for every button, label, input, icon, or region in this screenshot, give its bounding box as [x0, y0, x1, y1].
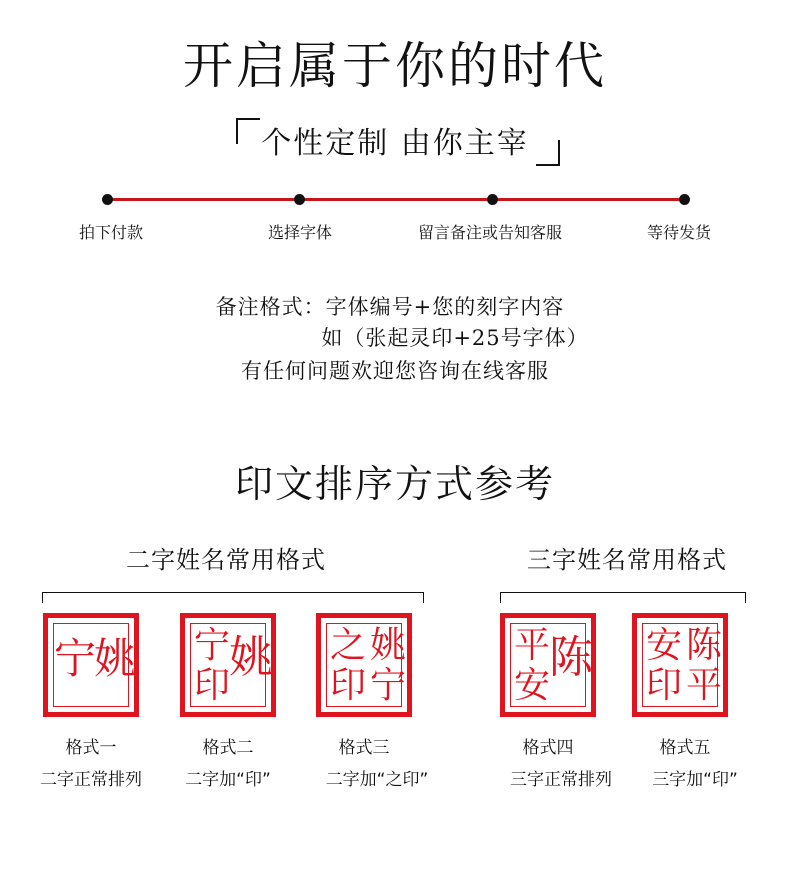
format-desc-4: 三字正常排列: [510, 770, 612, 790]
group-title-two-char: 二字姓名常用格式: [126, 546, 326, 574]
timeline-step-font: 选择字体: [267, 223, 332, 242]
seal-char: 姚: [229, 632, 273, 683]
seal-char: 姚: [369, 625, 406, 666]
format-desc-2: 二字加“印”: [185, 770, 271, 790]
seal-char: 安: [645, 625, 682, 666]
group-bracket-two-char: [42, 592, 424, 603]
timeline-dot-1: [102, 194, 113, 205]
seal-char: 姚: [94, 634, 137, 683]
format-desc-3: 二字加“之印”: [325, 770, 429, 790]
timeline-dot-4: [679, 194, 690, 205]
format-name-1: 格式一: [65, 738, 117, 758]
format-desc-1: 二字正常排列: [40, 770, 142, 790]
seal-char: 之: [329, 625, 366, 666]
seal-char: 陈: [549, 632, 593, 683]
seal-char: 陈: [685, 625, 722, 666]
seal-char: 安: [513, 665, 550, 706]
timeline-dot-2: [294, 194, 305, 205]
seal-format-5: [632, 613, 728, 717]
seal-format-4: [500, 613, 596, 717]
seal-char: 平: [513, 625, 550, 666]
timeline-step-ship: 等待发货: [646, 223, 711, 242]
note-contact: 有任何问题欢迎您咨询在线客服: [241, 359, 549, 383]
note-example: 如（张起灵印+25号字体）: [321, 326, 589, 350]
format-desc-5: 三字加“印”: [652, 770, 738, 790]
page-title: 开启属于你的时代: [183, 37, 607, 95]
seal-char: 印: [193, 665, 230, 706]
seal-format-1: [43, 613, 139, 717]
seal-char: 印: [329, 665, 366, 706]
seal-char: 印: [645, 665, 682, 706]
format-name-4: 格式四: [522, 738, 574, 758]
seal-char: 宁: [369, 665, 406, 706]
note-format: 备注格式：字体编号+您的刻字内容: [215, 295, 565, 319]
seal-char: 宁: [193, 625, 230, 666]
section-title: 印文排序方式参考: [234, 462, 555, 506]
seal-char: 宁: [54, 634, 97, 683]
seal-format-3: [316, 613, 412, 717]
page-subtitle: 个性定制 由你主宰: [261, 126, 529, 161]
seal-format-2: [180, 613, 276, 717]
timeline-dot-3: [487, 194, 498, 205]
timeline-step-note: 留言备注或告知客服: [417, 223, 562, 242]
group-title-three-char: 三字姓名常用格式: [527, 546, 727, 574]
group-bracket-three-char: [500, 592, 746, 603]
format-name-2: 格式二: [202, 738, 254, 758]
timeline-line: [107, 198, 685, 201]
timeline-step-pay: 拍下付款: [78, 223, 143, 242]
subtitle-bracket-close: [536, 140, 560, 166]
format-name-3: 格式三: [338, 738, 390, 758]
seal-char: 平: [685, 665, 722, 706]
format-name-5: 格式五: [659, 738, 711, 758]
